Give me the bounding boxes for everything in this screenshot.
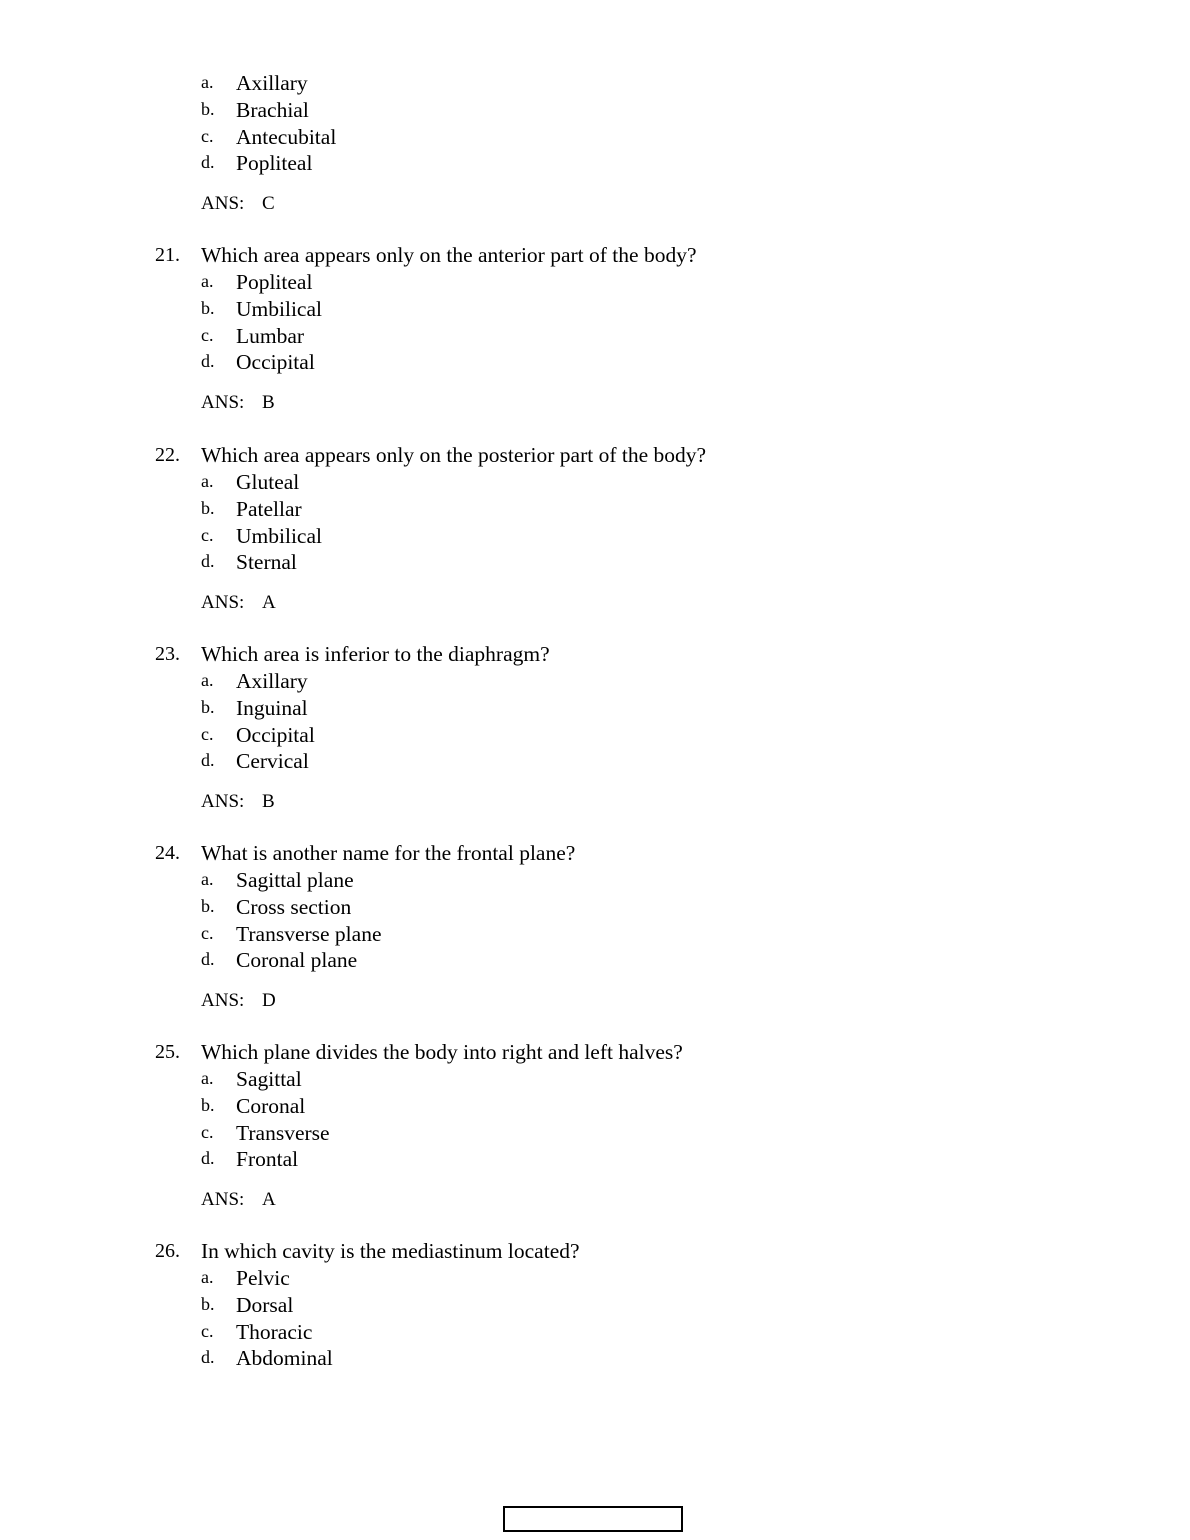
option-d: [155, 349, 1055, 376]
question-text: Which plane divides the body into right and left halves?: [201, 1040, 683, 1064]
option-text: Antecubital: [236, 124, 337, 149]
option-label: b.: [201, 98, 215, 119]
option-label: c.: [201, 1320, 214, 1341]
option-label: b.: [201, 696, 215, 717]
question-23: [155, 641, 1055, 816]
option-label: d.: [201, 152, 215, 173]
option-c: [155, 124, 1055, 151]
option-text: Coronal plane: [236, 948, 358, 973]
question-number: 24.: [155, 842, 180, 864]
option-label: a.: [201, 670, 214, 690]
option-text: Gluteal: [236, 470, 300, 494]
question-line: [155, 242, 1055, 269]
option-text: Coronal: [236, 1093, 306, 1118]
option-label: a.: [201, 72, 214, 92]
option-text: Inguinal: [236, 695, 308, 720]
option-label: a.: [201, 1068, 214, 1088]
option-text: Frontal: [236, 1147, 299, 1172]
answer-label: ANS:: [201, 193, 245, 215]
option-b: [155, 296, 1055, 323]
answer-value: A: [262, 592, 276, 614]
option-label: d.: [201, 1148, 215, 1169]
option-label: c.: [201, 524, 214, 545]
question-20-continuation: [155, 70, 1055, 218]
question-text: In which cavity is the mediastinum located?: [201, 1239, 580, 1263]
option-b: [155, 97, 1055, 124]
option-label: c.: [201, 324, 214, 345]
footer-box: [503, 1506, 683, 1532]
question-text: Which area is inferior to the diaphragm?: [201, 642, 550, 666]
question-text: Which area appears only on the anterior part of the body?: [201, 243, 697, 267]
answer-line: [155, 1186, 1055, 1214]
option-a: [155, 867, 1055, 894]
option-text: Umbilical: [236, 523, 322, 548]
answer-label: ANS:: [201, 1189, 245, 1211]
answer-value: C: [262, 193, 275, 215]
answer-value: B: [262, 392, 275, 414]
option-text: Brachial: [236, 97, 309, 122]
option-b: [155, 695, 1055, 722]
option-text: Pelvic: [236, 1266, 290, 1290]
option-c: [155, 1120, 1055, 1147]
option-a: [155, 269, 1055, 296]
option-text: Axillary: [236, 669, 308, 693]
option-label: b.: [201, 297, 215, 318]
question-text: What is another name for the frontal plane?: [201, 841, 576, 865]
answer-value: B: [262, 791, 275, 813]
option-text: Occipital: [236, 350, 315, 375]
question-22: [155, 442, 1055, 617]
answer-value: D: [262, 990, 276, 1012]
option-label: a.: [201, 869, 214, 889]
option-b: [155, 496, 1055, 523]
question-25: [155, 1039, 1055, 1214]
option-d: [155, 748, 1055, 775]
option-label: a.: [201, 471, 214, 491]
option-label: d.: [201, 551, 215, 572]
question-number: 23.: [155, 643, 180, 665]
answer-label: ANS:: [201, 990, 245, 1012]
answer-label: ANS:: [201, 592, 245, 614]
option-text: Popliteal: [236, 270, 313, 294]
option-text: Abdominal: [236, 1346, 333, 1371]
question-24: [155, 840, 1055, 1015]
option-label: a.: [201, 271, 214, 291]
option-label: b.: [201, 895, 215, 916]
question-number: 25.: [155, 1041, 180, 1063]
option-label: d.: [201, 949, 215, 970]
option-label: b.: [201, 1094, 215, 1115]
option-c: [155, 1319, 1055, 1346]
option-d: [155, 1146, 1055, 1173]
option-text: Sagittal: [236, 1067, 302, 1091]
question-line: [155, 641, 1055, 668]
answer-label: ANS:: [201, 392, 245, 414]
option-label: c.: [201, 125, 214, 146]
answer-line: [155, 389, 1055, 417]
option-a: [155, 1265, 1055, 1292]
option-label: c.: [201, 723, 214, 744]
option-c: [155, 323, 1055, 350]
option-d: [155, 150, 1055, 177]
option-c: [155, 523, 1055, 550]
option-b: [155, 894, 1055, 921]
option-label: d.: [201, 1347, 215, 1368]
option-label: c.: [201, 922, 214, 943]
option-d: [155, 947, 1055, 974]
option-c: [155, 722, 1055, 749]
option-text: Popliteal: [236, 151, 313, 176]
option-b: [155, 1093, 1055, 1120]
option-a: [155, 668, 1055, 695]
question-text: Which area appears only on the posterior part of the body?: [201, 443, 707, 467]
option-text: Transverse plane: [236, 921, 382, 946]
option-c: [155, 921, 1055, 948]
option-text: Sternal: [236, 550, 297, 575]
option-label: d.: [201, 750, 215, 771]
option-text: Axillary: [236, 71, 308, 95]
option-b: [155, 1292, 1055, 1319]
question-number: 22.: [155, 444, 180, 466]
option-text: Sagittal plane: [236, 868, 354, 892]
option-a: [155, 70, 1055, 97]
option-text: Transverse: [236, 1120, 330, 1145]
option-d: [155, 549, 1055, 576]
question-number: 26.: [155, 1240, 180, 1262]
option-text: Cross section: [236, 894, 352, 919]
option-label: b.: [201, 1293, 215, 1314]
option-label: c.: [201, 1121, 214, 1142]
option-text: Cervical: [236, 749, 309, 774]
answer-line: [155, 987, 1055, 1015]
option-d: [155, 1345, 1055, 1372]
question-line: [155, 1039, 1055, 1066]
option-a: [155, 469, 1055, 496]
option-label: b.: [201, 497, 215, 518]
question-line: [155, 840, 1055, 867]
answer-line: [155, 589, 1055, 617]
option-label: a.: [201, 1267, 214, 1287]
option-text: Thoracic: [236, 1319, 313, 1344]
answer-label: ANS:: [201, 791, 245, 813]
option-text: Lumbar: [236, 323, 305, 348]
answer-value: A: [262, 1189, 276, 1211]
option-text: Occipital: [236, 722, 315, 747]
option-label: d.: [201, 351, 215, 372]
answer-line: [155, 190, 1055, 218]
answer-line: [155, 788, 1055, 816]
question-line: [155, 1238, 1055, 1265]
option-text: Umbilical: [236, 296, 322, 321]
option-text: Patellar: [236, 496, 302, 521]
option-text: Dorsal: [236, 1292, 294, 1317]
question-line: [155, 442, 1055, 469]
question-number: 21.: [155, 244, 180, 266]
option-a: [155, 1066, 1055, 1093]
question-21: [155, 242, 1055, 417]
question-26: [155, 1238, 1055, 1372]
